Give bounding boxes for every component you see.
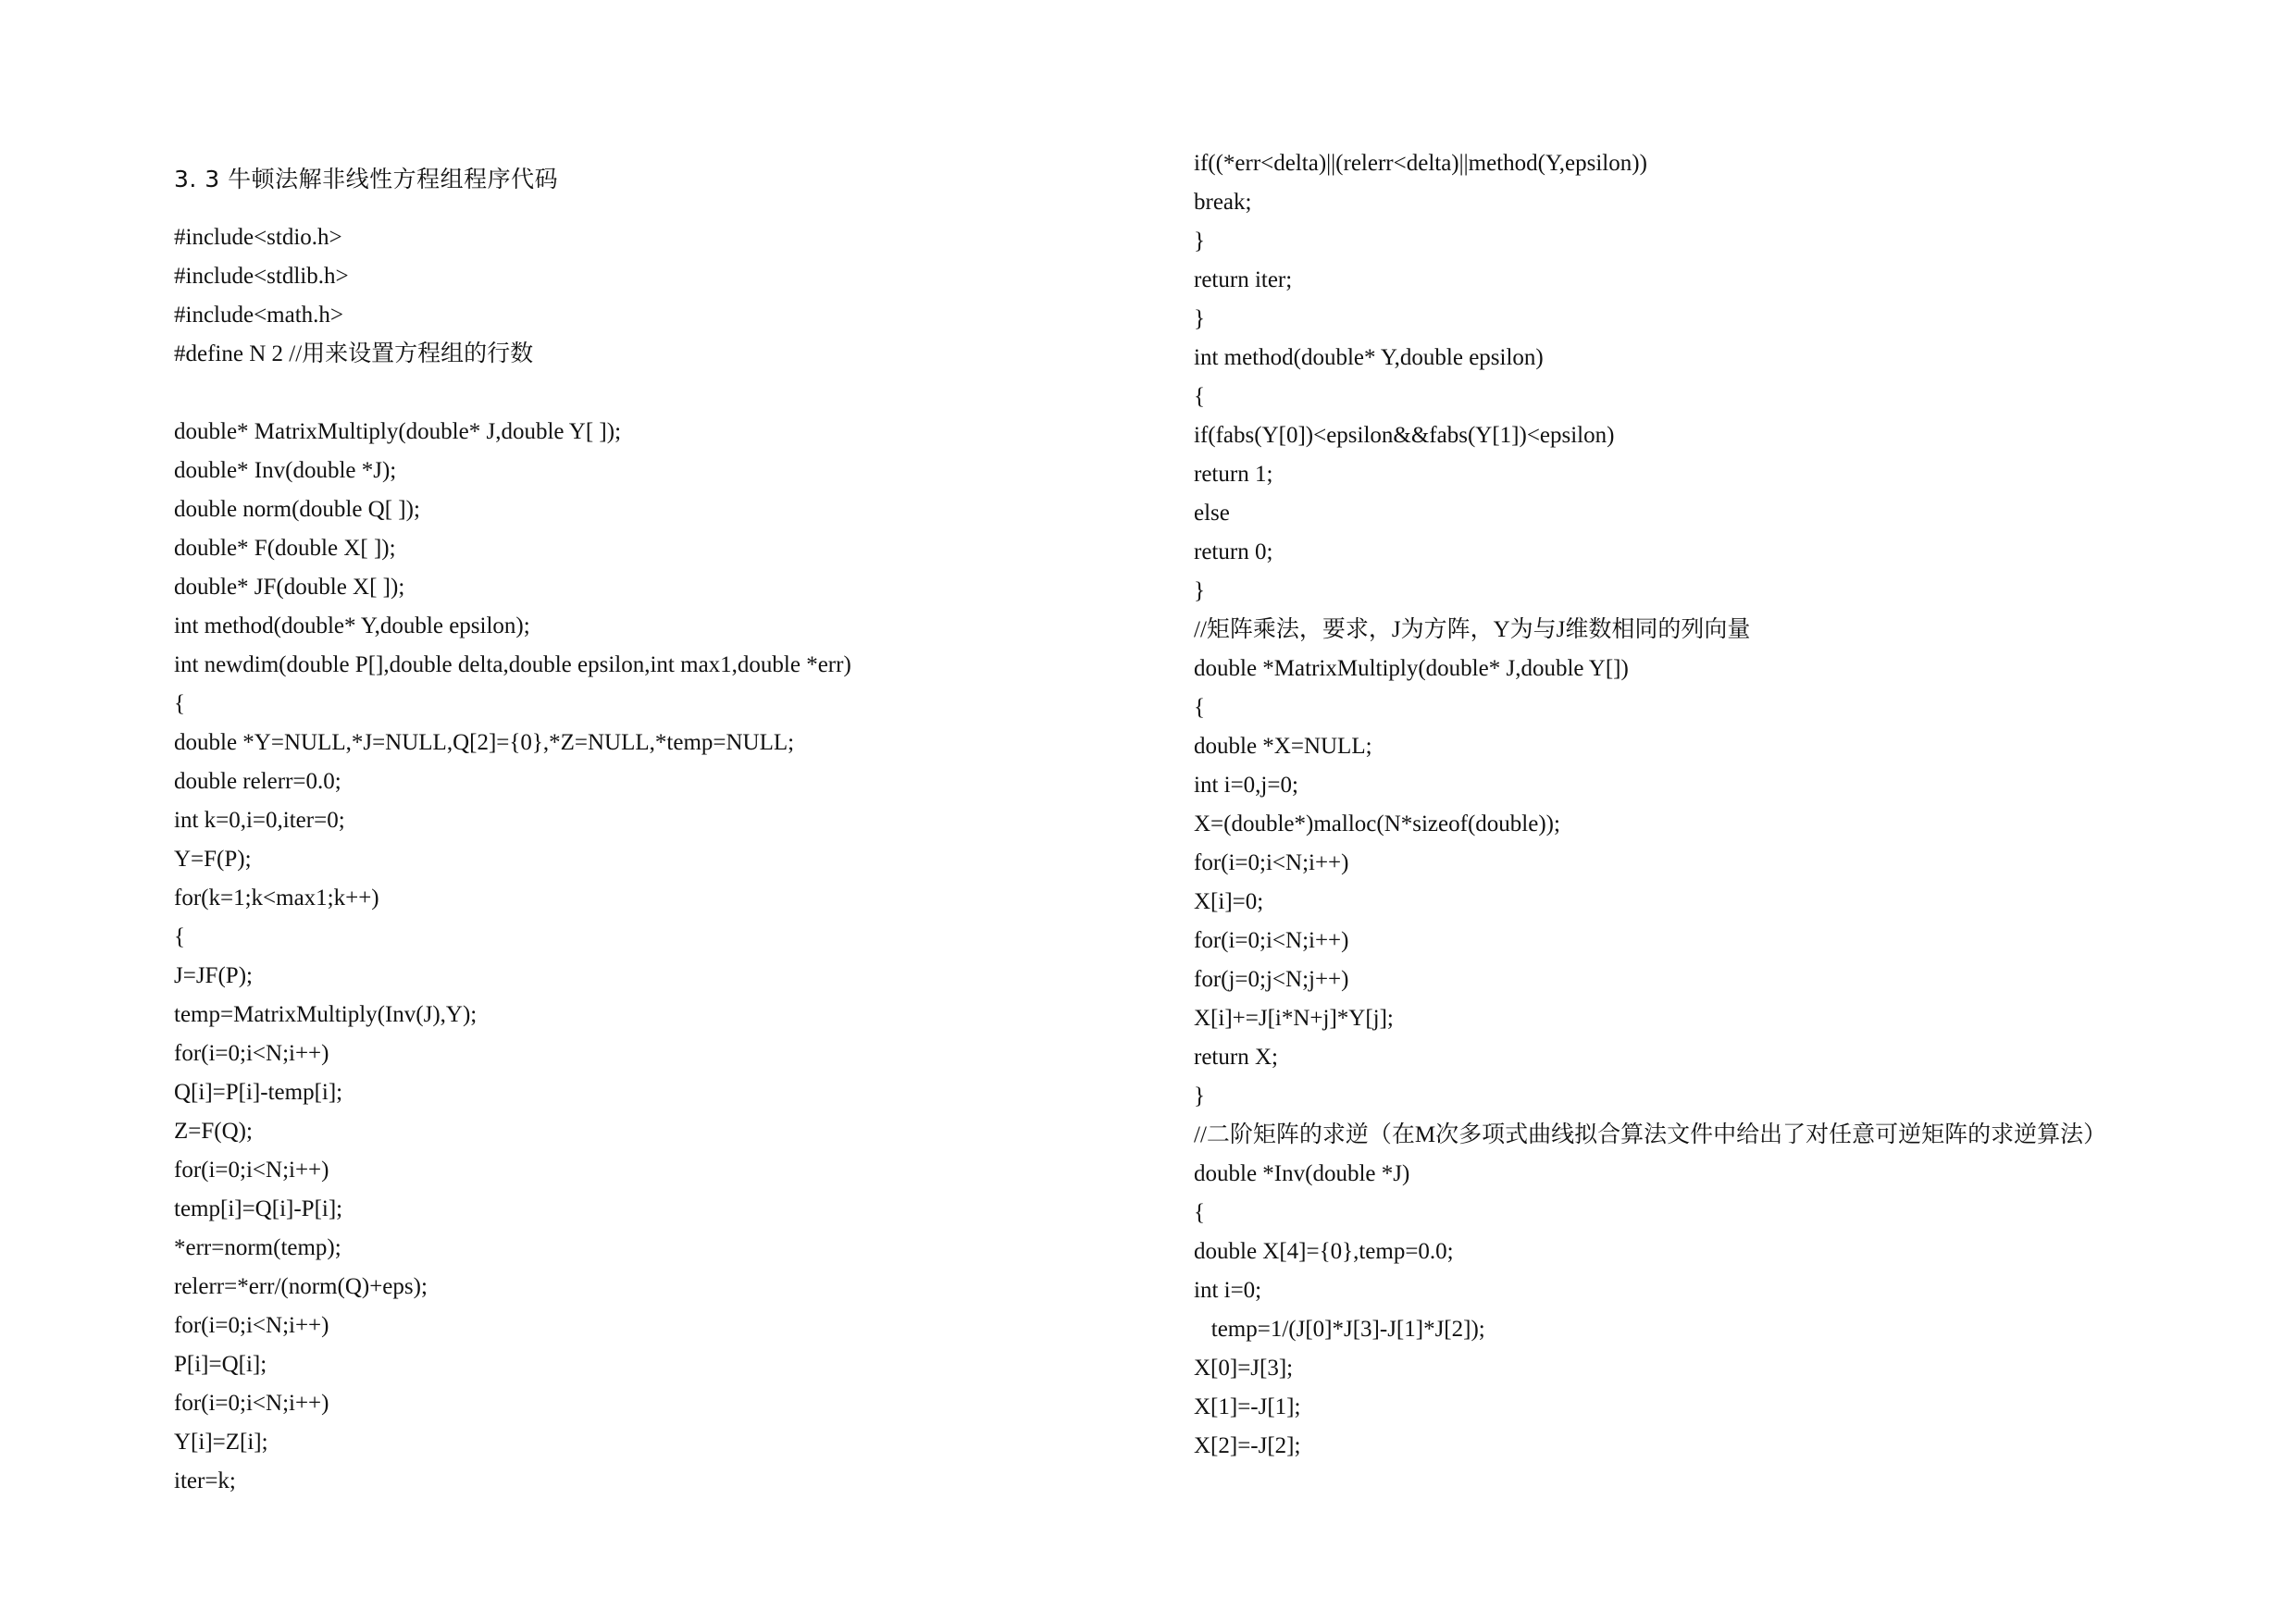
code-line: { <box>174 691 185 716</box>
code-line <box>174 374 851 413</box>
code-line: temp[i]=Q[i]-P[i]; <box>174 1196 343 1221</box>
code-line: int method(double* Y,double epsilon); <box>174 613 530 638</box>
code-line: { <box>1194 695 1205 720</box>
code-line: int i=0; <box>1194 1278 1262 1303</box>
code-line: return X; <box>1194 1045 1278 1070</box>
code-line: double* JF(double X[ ]); <box>174 575 405 600</box>
code-line: for(j=0;j<N;j++) <box>1194 967 1349 992</box>
code-line: Y[i]=Z[i]; <box>174 1430 268 1455</box>
section-title: 3. 3 牛顿法解非线性方程组程序代码 <box>174 166 559 192</box>
code-line: for(i=0;i<N;i++) <box>174 1313 329 1338</box>
code-line: { <box>1194 384 1205 409</box>
code-line: for(i=0;i<N;i++) <box>1194 928 1349 953</box>
code-line: X[1]=-J[1]; <box>1194 1394 1301 1419</box>
code-line: relerr=*err/(norm(Q)+eps); <box>174 1274 428 1299</box>
code-line: int newdim(double P[],double delta,double epsilon,int max1,double *err) <box>174 652 851 677</box>
code-line: //矩阵乘法，要求，J为方阵，Y为与J维数相同的列向量 <box>1194 617 1751 642</box>
code-line: #include<math.h> <box>174 303 344 328</box>
code-line: } <box>1194 1084 1205 1109</box>
code-line: if((*err<delta)||(relerr<delta)||method(Y,epsilon)) <box>1194 151 1647 176</box>
code-line: temp=MatrixMultiply(Inv(J),Y); <box>174 1002 478 1027</box>
code-line: double *Y=NULL,*J=NULL,Q[2]={0},*Z=NULL,*temp=NULL; <box>174 730 795 755</box>
code-line: double* Inv(double *J); <box>174 458 397 483</box>
code-line: for(i=0;i<N;i++) <box>174 1158 329 1183</box>
code-line: } <box>1194 578 1205 603</box>
code-line: iter=k; <box>174 1468 236 1493</box>
code-line: Y=F(P); <box>174 847 252 872</box>
code-line: J=JF(P); <box>174 963 253 988</box>
code-line: for(i=0;i<N;i++) <box>174 1391 329 1416</box>
code-line: for(i=0;i<N;i++) <box>1194 850 1349 875</box>
code-line: double *Inv(double *J) <box>1194 1161 1410 1186</box>
code-line: } <box>1194 306 1205 331</box>
code-line: else <box>1194 501 1230 526</box>
code-line: double X[4]={0},temp=0.0; <box>1194 1239 1454 1264</box>
right-code-block <box>1194 144 2106 1466</box>
code-line: return 0; <box>1194 539 1273 564</box>
code-line: double* F(double X[ ]); <box>174 536 396 561</box>
code-line: X=(double*)malloc(N*sizeof(double)); <box>1194 812 1560 836</box>
code-line: for(i=0;i<N;i++) <box>174 1041 329 1066</box>
code-line: return iter; <box>1194 267 1293 292</box>
code-line: X[i]+=J[i*N+j]*Y[j]; <box>1194 1006 1394 1031</box>
code-line: int k=0,i=0,iter=0; <box>174 808 345 833</box>
code-line: double norm(double Q[ ]); <box>174 497 420 522</box>
code-line: Q[i]=P[i]-temp[i]; <box>174 1080 343 1105</box>
code-line: int method(double* Y,double epsilon) <box>1194 345 1544 370</box>
code-line: temp=1/(J[0]*J[3]-J[1]*J[2]); <box>1194 1317 1485 1342</box>
code-line: double* MatrixMultiply(double* J,double Y[ ]); <box>174 419 622 444</box>
code-line: { <box>174 924 185 949</box>
code-line: if(fabs(Y[0])<epsilon&&fabs(Y[1])<epsilon) <box>1194 423 1615 448</box>
code-line: } <box>1194 229 1205 254</box>
code-line: X[i]=0; <box>1194 889 1264 914</box>
code-line: #define N 2 //用来设置方程组的行数 <box>174 341 534 366</box>
code-line: double relerr=0.0; <box>174 769 341 794</box>
code-line: X[2]=-J[2]; <box>1194 1433 1301 1458</box>
code-line: double *X=NULL; <box>1194 734 1372 759</box>
code-line: //二阶矩阵的求逆（在M次多项式曲线拟合算法文件中给出了对任意可逆矩阵的求逆算法） <box>1194 1122 2107 1147</box>
code-line: break; <box>1194 190 1252 215</box>
code-line: #include<stdlib.h> <box>174 264 349 289</box>
code-line: X[0]=J[3]; <box>1194 1356 1294 1381</box>
code-line: return 1; <box>1194 462 1273 487</box>
left-code-block <box>174 218 851 1501</box>
code-line: int i=0,j=0; <box>1194 773 1298 798</box>
code-line: Z=F(Q); <box>174 1119 253 1144</box>
code-line: #include<stdio.h> <box>174 225 342 250</box>
code-line: P[i]=Q[i]; <box>174 1352 267 1377</box>
code-line: *err=norm(temp); <box>174 1235 341 1260</box>
code-line: { <box>1194 1200 1205 1225</box>
code-line: for(k=1;k<max1;k++) <box>174 886 379 911</box>
code-line: double *MatrixMultiply(double* J,double Y[]) <box>1194 656 1629 681</box>
